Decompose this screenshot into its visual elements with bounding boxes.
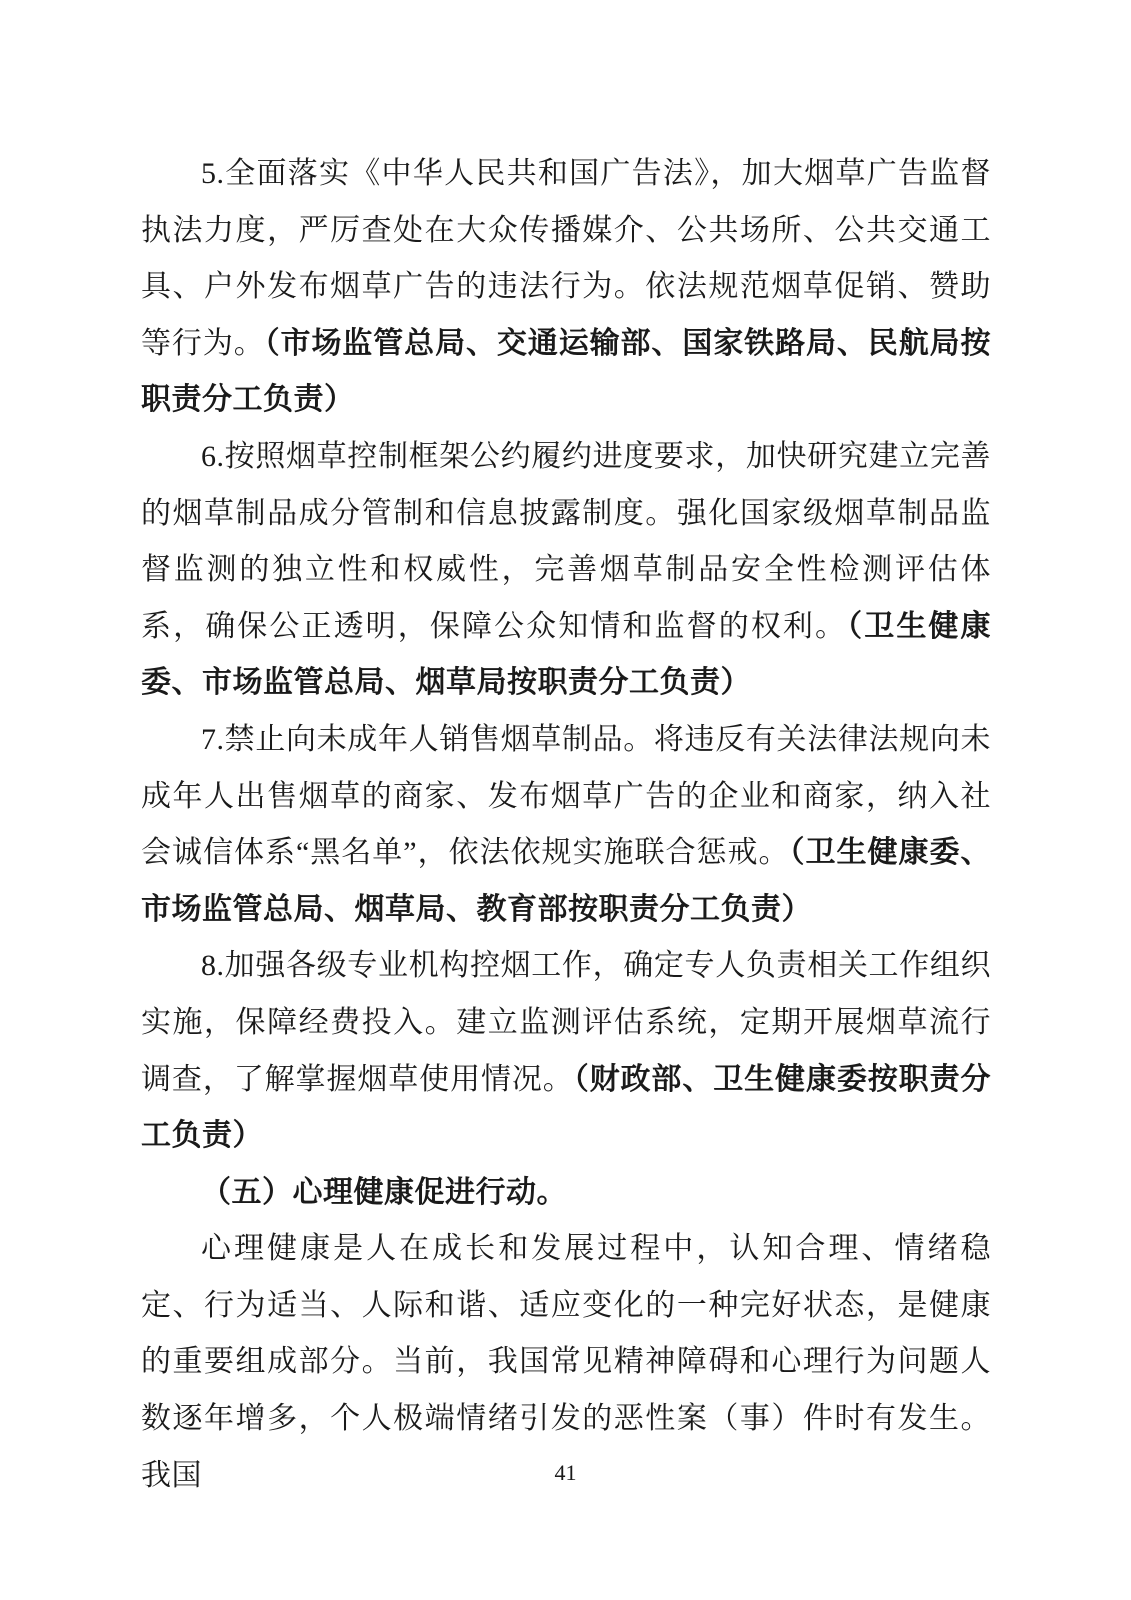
document-body — [141, 146, 991, 1504]
item-6 — [141, 429, 991, 712]
item-5-run-0: 5.全面落实《中华人民共和国广告法》，加大烟草广告监督执法力度，严厉查处在大众传播媒介、公共场所、公共交通工具、户外发布烟草广告的违法行为。依法规范烟草促销、赞助等行为。 — [141, 157, 991, 360]
item-7-run-1: （卫生健康委、市场监管总局、烟草局、教育部按职责分工负责） — [141, 836, 992, 926]
item-5 — [141, 146, 991, 429]
section-5-heading-run-0: （五）心理健康促进行动。 — [201, 1175, 567, 1209]
item-7 — [141, 712, 991, 938]
section-5-heading — [141, 1165, 991, 1222]
item-6-run-0: 6.按照烟草控制框架公约履约进度要求，加快研究建立完善的烟草制品成分管制和信息披露制度。强化国家级烟草制品监督监测的独立性和权威性，完善烟草制品安全性检测评估体系，确保公正透明，保障公众知情和监督的权利。 — [141, 439, 991, 643]
item-7-run-0: 7.禁止向未成年人销售烟草制品。将违反有关法律法规向未成年人出售烟草的商家、发布烟草广告的企业和商家，纳入社会诚信体系“黑名单”，依法依规实施联合惩戒。 — [141, 722, 991, 870]
item-8-run-0: 8.加强各级专业机构控烟工作，确定专人负责相关工作组织实施，保障经费投入。建立监测评估系统，定期开展烟草流行调查，了解掌握烟草使用情况。 — [141, 949, 991, 1096]
item-8 — [141, 938, 991, 1164]
item-8-run-1: （财政部、卫生健康委按职责分工负责） — [141, 1062, 991, 1153]
page-number: 41 — [554, 1460, 577, 1485]
item-6-run-1: （卫生健康委、市场监管总局、烟草局按职责分工负责） — [141, 609, 992, 700]
item-5-run-1: （市场监管总局、交通运输部、国家铁路局、民航局按职责分工负责） — [141, 326, 992, 417]
mental-health-intro-run-0: 心理健康是人在成长和发展过程中，认知合理、情绪稳定、行为适当、人际和谐、适应变化的一种完好状态，是健康的重要组成部分。当前，我国常见精神障碍和心理行为问题人数逐年增多，个人极端情绪引发的恶性案（事）件时有发生。我国 — [141, 1232, 991, 1492]
